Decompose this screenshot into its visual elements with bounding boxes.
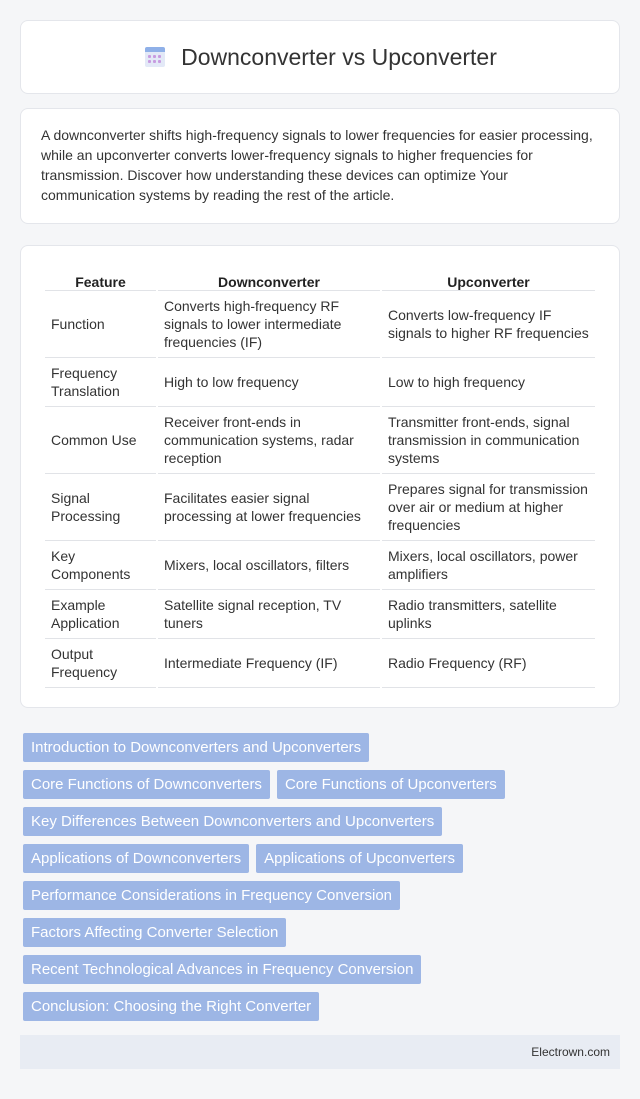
comparison-table <box>43 266 597 688</box>
downconverter-cell: Satellite signal reception, TV tuners <box>158 590 380 639</box>
feature-cell: Signal Processing <box>45 474 156 541</box>
link-recent-advances[interactable]: Recent Technological Advances in Frequency Conversion <box>23 955 421 984</box>
table-row <box>45 358 595 407</box>
feature-cell: Output Frequency <box>45 639 156 688</box>
header-downconverter: Downconverter <box>158 266 380 291</box>
link-row <box>23 733 623 762</box>
table-row <box>45 407 595 474</box>
link-applications-upconverters[interactable]: Applications of Upconverters <box>256 844 463 873</box>
table-header-row <box>45 266 595 291</box>
table-row <box>45 590 595 639</box>
feature-cell: Example Application <box>45 590 156 639</box>
upconverter-cell: Converts low-frequency IF signals to higher RF frequencies <box>382 291 595 358</box>
footer <box>20 1035 620 1069</box>
table-row <box>45 474 595 541</box>
link-row <box>23 955 623 984</box>
calendar-icon <box>143 45 167 69</box>
link-core-functions-downconverters[interactable]: Core Functions of Downconverters <box>23 770 270 799</box>
link-factors-selection[interactable]: Factors Affecting Converter Selection <box>23 918 286 947</box>
downconverter-cell: Facilitates easier signal processing at lower frequencies <box>158 474 380 541</box>
link-performance-considerations[interactable]: Performance Considerations in Frequency Conversion <box>23 881 400 910</box>
link-row <box>23 992 623 1021</box>
feature-cell: Key Components <box>45 541 156 590</box>
link-row <box>23 844 623 873</box>
downconverter-cell: Receiver front-ends in communication systems, radar reception <box>158 407 380 474</box>
link-row <box>23 881 623 910</box>
page-title: Downconverter vs Upconverter <box>181 43 497 70</box>
link-row <box>23 807 623 836</box>
feature-cell: Common Use <box>45 407 156 474</box>
downconverter-cell: Mixers, local oscillators, filters <box>158 541 380 590</box>
upconverter-cell: Transmitter front-ends, signal transmission in communication systems <box>382 407 595 474</box>
header-upconverter: Upconverter <box>382 266 595 291</box>
header-card <box>20 20 620 94</box>
upconverter-cell: Radio Frequency (RF) <box>382 639 595 688</box>
intro-card <box>20 108 620 224</box>
link-conclusion[interactable]: Conclusion: Choosing the Right Converter <box>23 992 319 1021</box>
link-introduction[interactable]: Introduction to Downconverters and Upconverters <box>23 733 369 762</box>
intro-text: A downconverter shifts high-frequency signals to lower frequencies for easier processing, while an upconverter converts lower-frequency signals to higher frequencies for transmission. Discover how understanding these devices can optimize Your communication systems by reading the rest of the article. <box>41 127 593 203</box>
comparison-table-card <box>20 245 620 708</box>
header-feature: Feature <box>45 266 156 291</box>
table-row <box>45 639 595 688</box>
footer-brand[interactable]: Electrown.com <box>531 1045 610 1059</box>
link-key-differences[interactable]: Key Differences Between Downconverters and Upconverters <box>23 807 442 836</box>
upconverter-cell: Mixers, local oscillators, power amplifiers <box>382 541 595 590</box>
table-row <box>45 291 595 358</box>
link-row <box>23 918 623 947</box>
feature-cell: Function <box>45 291 156 358</box>
table-row <box>45 541 595 590</box>
upconverter-cell: Prepares signal for transmission over air or medium at higher frequencies <box>382 474 595 541</box>
link-row <box>23 770 623 799</box>
link-applications-downconverters[interactable]: Applications of Downconverters <box>23 844 249 873</box>
upconverter-cell: Low to high frequency <box>382 358 595 407</box>
downconverter-cell: Intermediate Frequency (IF) <box>158 639 380 688</box>
article-links <box>23 733 623 1029</box>
upconverter-cell: Radio transmitters, satellite uplinks <box>382 590 595 639</box>
link-core-functions-upconverters[interactable]: Core Functions of Upconverters <box>277 770 505 799</box>
downconverter-cell: High to low frequency <box>158 358 380 407</box>
downconverter-cell: Converts high-frequency RF signals to lower intermediate frequencies (IF) <box>158 291 380 358</box>
feature-cell: Frequency Translation <box>45 358 156 407</box>
